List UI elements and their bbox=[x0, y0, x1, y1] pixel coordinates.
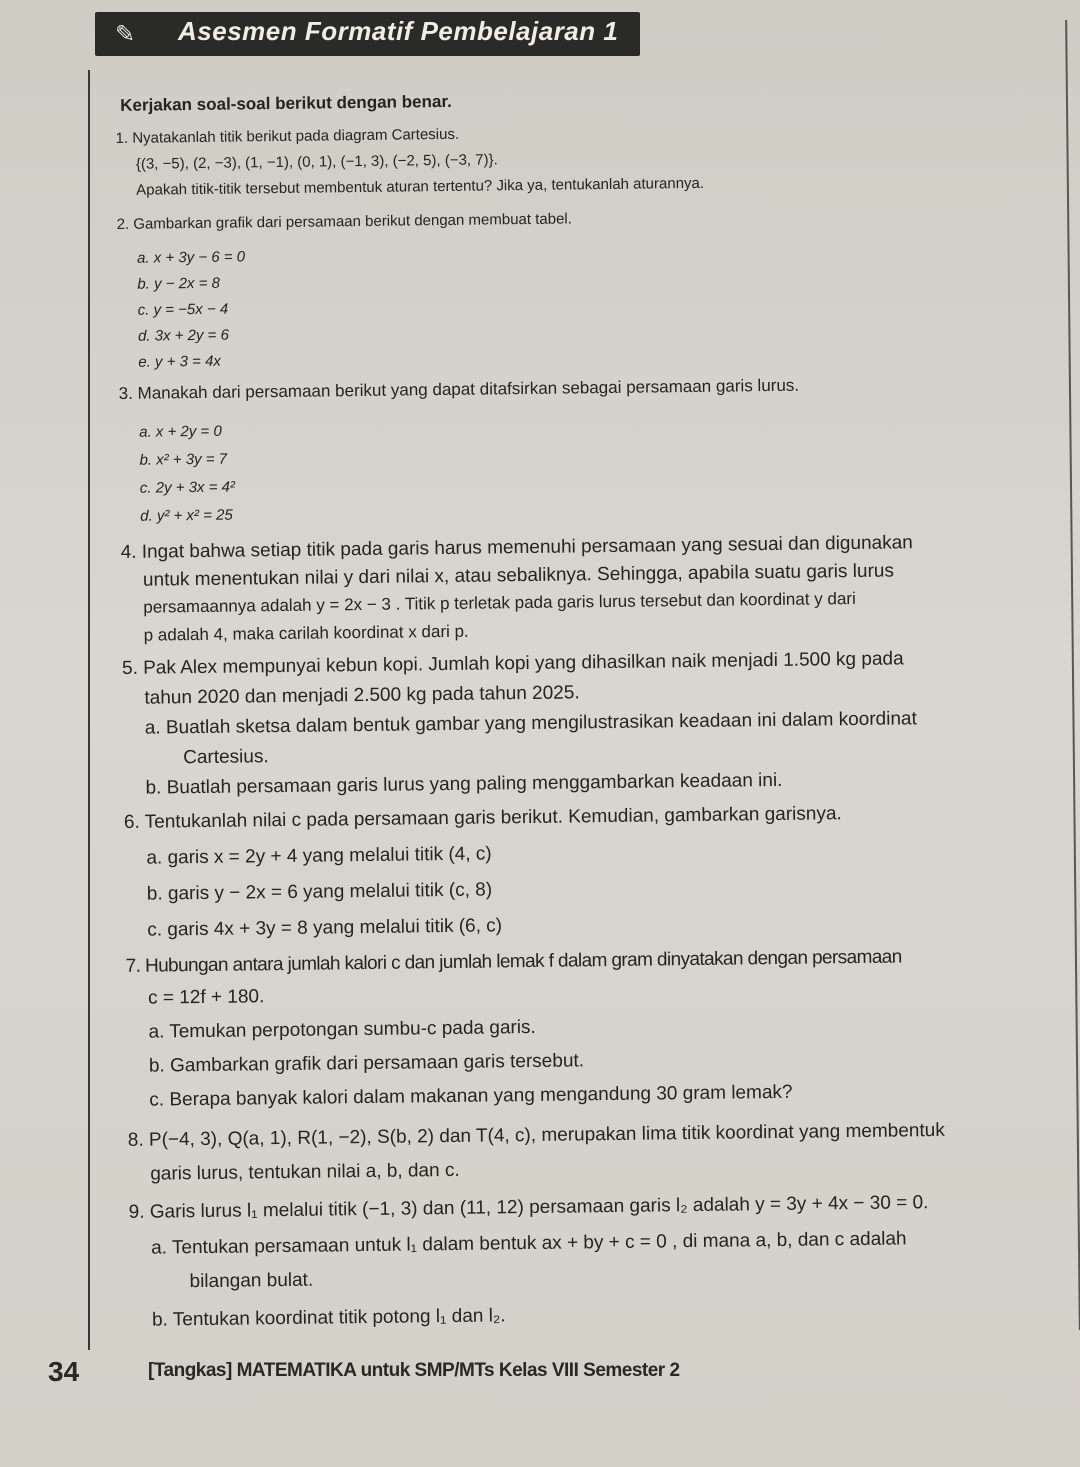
right-margin-rule bbox=[1065, 20, 1080, 1330]
q2-item-c: c. y = −5x − 4 bbox=[137, 300, 229, 319]
q5-item-a-line2: Cartesius. bbox=[183, 746, 269, 769]
q6-item-c: c. garis 4x + 3y = 8 yang melalui titik (6, c) bbox=[147, 915, 503, 941]
pencil-icon: ✎ bbox=[115, 21, 136, 48]
q6-line1: 6. Tentukanlah nilai c pada persamaan garis berikut. Kemudian, gambarkan garisnya. bbox=[123, 803, 842, 833]
q7-item-c: c. Berapa banyak kalori dalam makanan yang mengandung 30 gram lemak? bbox=[149, 1081, 793, 1111]
q5-item-a-line1: a. Buatlah sketsa dalam bentuk gambar yang mengilustrasikan keadaan ini dalam koordinat bbox=[144, 708, 917, 739]
instruction: Kerjakan soal-soal berikut dengan benar. bbox=[120, 91, 452, 115]
q5-line2: tahun 2020 dan menjadi 2.500 kg pada tahun 2025. bbox=[144, 682, 580, 709]
q5-line1: 5. Pak Alex mempunyai kebun kopi. Jumlah kopi yang dihasilkan naik menjadi 1.500 kg pada bbox=[121, 648, 904, 679]
q5-item-b: b. Buatlah persamaan garis lurus yang paling menggambarkan keadaan ini. bbox=[145, 769, 783, 799]
q1-line1: 1. Nyatakanlah titik berikut pada diagram Cartesius. bbox=[115, 125, 460, 147]
q4-line2: untuk menentukan nilai y dari nilai x, atau sebaliknya. Sehingga, apabila suatu garis lurus bbox=[142, 560, 895, 591]
left-margin-rule bbox=[88, 70, 90, 1350]
q1-line2: {(3, −5), (2, −3), (1, −1), (0, 1), (−1, 3), (−2, 5), (−3, 7)}. bbox=[135, 151, 498, 173]
q8-line2: garis lurus, tentukan nilai a, b, dan c. bbox=[150, 1159, 460, 1185]
q9-line1: 9. Garis lurus l₁ melalui titik (−1, 3) dan (11, 12) persamaan garis l₂ adalah y = 3y + 4x − 30 = 0. bbox=[128, 1192, 929, 1223]
book-title: [Tangkas] MATEMATIKA untuk SMP/MTs Kelas VIII Semester 2 bbox=[148, 1360, 680, 1381]
q3-item-b: b. x² + 3y = 7 bbox=[139, 450, 228, 469]
q2-line1: 2. Gambarkan grafik dari persamaan berikut dengan membuat tabel. bbox=[116, 210, 572, 233]
q7-item-a: a. Temukan perpotongan sumbu-c pada garis. bbox=[148, 1016, 536, 1043]
q4-line3: persamaannya adalah y = 2x − 3 . Titik p terletak pada garis lurus tersebut dan koordinat y dari bbox=[143, 588, 856, 617]
q1-line3: Apakah titik-titik tersebut membentuk aturan tertentu? Jika ya, tentukanlah aturannya. bbox=[136, 174, 705, 199]
q9-item-a-line1: a. Tentukan persamaan untuk l₁ dalam bentuk ax + by + c = 0 , di mana a, b, dan c adalah bbox=[151, 1228, 907, 1259]
section-title: Asesmen Formatif Pembelajaran 1 bbox=[178, 16, 619, 46]
q2-item-a: a. x + 3y − 6 = 0 bbox=[136, 248, 246, 267]
page-number: 34 bbox=[48, 1356, 80, 1387]
q3-item-a: a. x + 2y = 0 bbox=[139, 422, 222, 441]
exercise-content bbox=[115, 79, 1050, 1331]
q4-line1: 4. Ingat bahwa setiap titik pada garis harus memenuhi persamaan yang sesuai dan digunakan bbox=[120, 532, 913, 563]
q7-item-b: b. Gambarkan grafik dari persamaan garis tersebut. bbox=[148, 1050, 585, 1077]
q3-line1: 3. Manakah dari persamaan berikut yang dapat ditafsirkan sebagai persamaan garis lurus. bbox=[118, 375, 800, 403]
q7-line2: c = 12f + 180. bbox=[147, 986, 265, 1009]
q6-item-b: b. garis y − 2x = 6 yang melalui titik (c, 8) bbox=[146, 879, 493, 905]
q4-line4: p adalah 4, maka carilah koordinat x dari p. bbox=[143, 621, 469, 645]
q2-item-b: b. y − 2x = 8 bbox=[137, 274, 221, 293]
q2-item-d: d. 3x + 2y = 6 bbox=[137, 326, 230, 345]
q3-item-d: d. y² + x² = 25 bbox=[140, 506, 233, 525]
q9-item-b: b. Tentukan koordinat titik potong l₁ dan l₂. bbox=[151, 1305, 506, 1331]
q3-item-c: c. 2y + 3x = 4² bbox=[139, 478, 236, 497]
q2-item-e: e. y + 3 = 4x bbox=[138, 352, 221, 371]
q9-item-a-line2: bilangan bulat. bbox=[189, 1269, 314, 1293]
q6-item-a: a. garis x = 2y + 4 yang melalui titik (4, c) bbox=[146, 843, 492, 869]
q7-line1: 7. Hubungan antara jumlah kalori c dan jumlah lemak f dalam gram dinyatakan dengan persamaan bbox=[125, 946, 902, 977]
q8-line1: 8. P(−4, 3), Q(a, 1), R(1, −2), S(b, 2) dan T(4, c), merupakan lima titik koordinat yang membentuk bbox=[127, 1119, 945, 1151]
